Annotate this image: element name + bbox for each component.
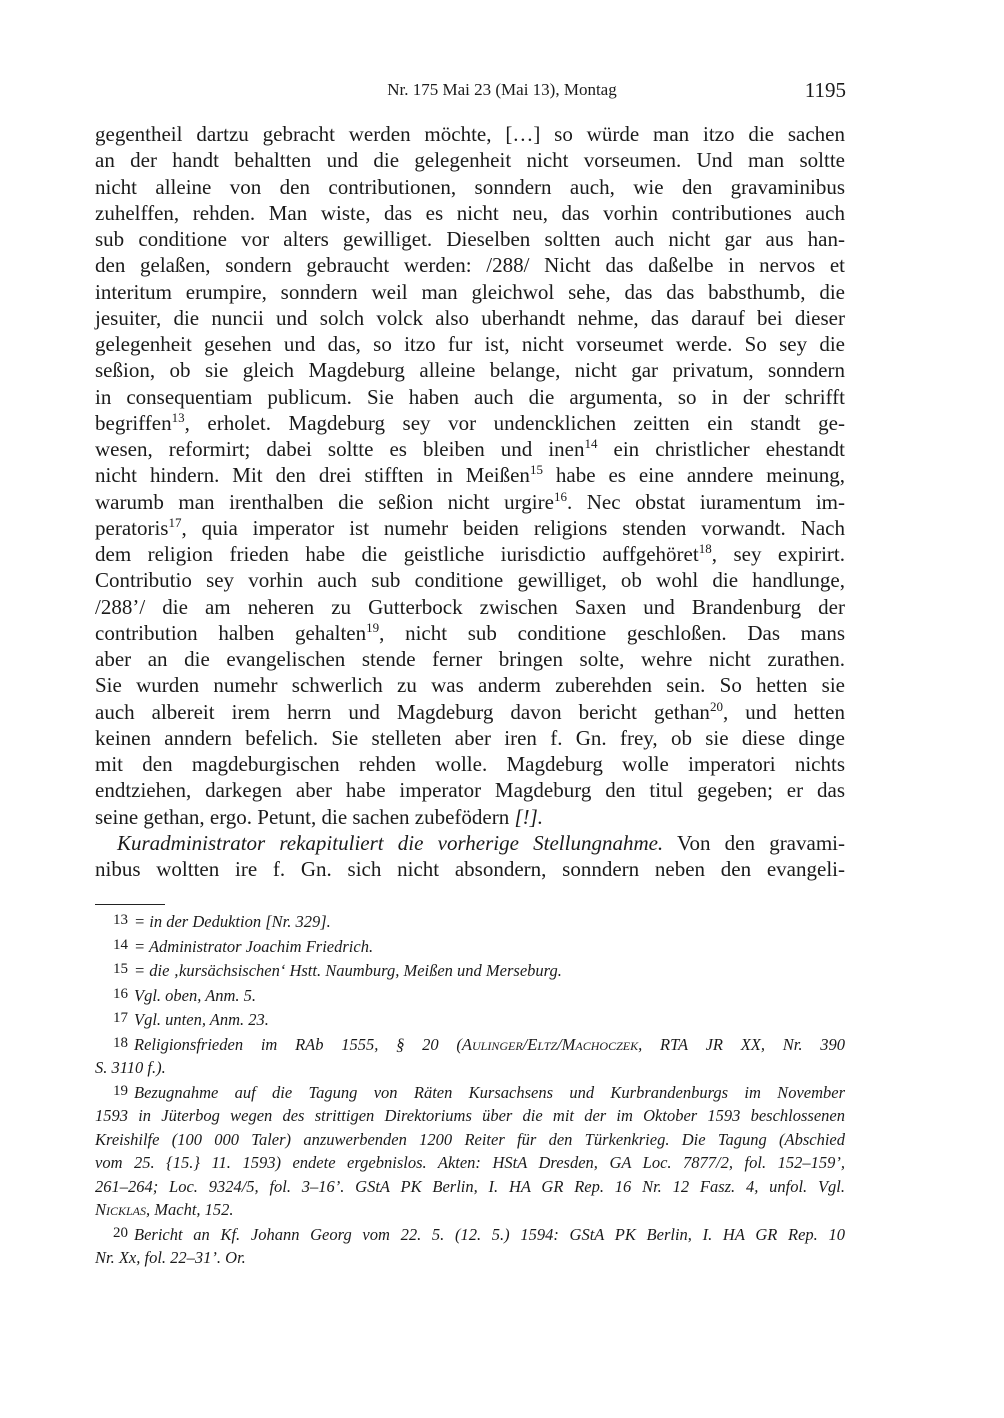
footnotes [95,909,845,1270]
text-line [95,646,845,672]
text-run: begriffen [95,410,172,435]
text-line [95,121,845,147]
page-number: 1195 [804,78,846,102]
text-run: = Administrator Joachim Friedrich. [134,936,374,956]
text-run: contribution halben gehalten [95,620,367,645]
text-run: wesen, reformirt; dabei soltte es bleiben und inen [95,437,585,461]
footnote [95,1080,845,1222]
text-run: , erholet. Magdeburg sey vor undencklichen zeitten ein standt ge- [184,410,845,435]
text-line [95,777,845,803]
footnote-line [95,1222,845,1247]
footnote-line [95,1056,845,1080]
text-run: , nicht sub conditione geschloßen. Das mans [379,620,846,645]
text-line [95,541,845,567]
text-run: , und hetten [722,699,846,724]
footnote-line [95,934,845,959]
text-run: , sey expirirt. [711,542,845,566]
text-line [95,567,845,593]
text-run: [!]. [514,804,544,829]
text-line [95,252,845,278]
text-run: ein christlicher ehestandt [597,437,846,461]
text-line [95,174,845,200]
text-line [95,462,845,488]
text-run: peratoris [95,515,169,540]
footnote-line [95,1007,845,1032]
footnote [95,958,845,983]
footnote [95,934,845,959]
text-run: 261–264; Loc. 9324/5, fol. 3–16’. GStA PK Berlin, I. HA GR Rep. 16 Nr. 12 Fasz. 4, unfol. Vgl. [95,1176,845,1196]
text-run: . Nec obstat iuramentum im- [566,489,845,514]
footnote-reference: 19 [366,619,380,635]
text-run: keinen anndern befelich. Sie stelleten aber iren f. Gn. frey, ob sie diese dinge [95,725,845,750]
text-run: nicht alleine von den contributionen, sonndern auch, wie den gravaminibus [95,174,845,199]
footnote-line [95,958,845,983]
text-run: , quia imperator ist numehr beiden religions stenden vorwandt. Nach [181,515,845,540]
text-run: Nr. Xx, fol. 22–31’. Or. [95,1248,246,1267]
text-line [95,515,845,541]
footnote-reference: 17 [168,514,182,530]
footnote-number: 13 [113,912,128,928]
text-run: den gelaßen, sondern gebraucht werden: /288/ Nicht das daßelbe in nervos et [95,253,845,278]
text-run: 1593 in Jüterbog wegen des strittigen Direktoriums über die mit der im Oktober 1593 beschlossenen [95,1106,845,1125]
text-run: Sie wurden numehr schwerlich zu was anderm zuberehden sein. So hetten sie [95,673,845,698]
footnote-line [95,1104,845,1128]
text-line [95,410,845,436]
footnote-number: 18 [113,1034,128,1051]
text-run: Kuradministrator rekapituliert die vorherige Stellungnahme. [117,830,664,855]
running-header: Nr. 175 Mai 23 (Mai 13), Montag [387,80,617,99]
text-run: interitum erumpire, sonndern weil man gleichwol sehe, das das babsthumb, die [95,279,845,304]
text-line [95,489,845,515]
footnote-line [95,983,845,1008]
footnote-reference: 18 [698,541,712,556]
text-line [95,751,845,777]
text-line [95,725,845,751]
footnote-line [95,1175,845,1199]
text-run: Von den gravami- [663,830,845,855]
footnote-reference: 15 [529,462,543,478]
text-run: = in der Deduktion [Nr. 329]. [134,912,331,931]
text-line [95,384,845,410]
text-run: zuhelffen, rehden. Man wiste, das es nicht neu, das vorhin contributiones auch [95,200,845,225]
text-line [95,594,845,620]
text-line [95,436,845,462]
text-run: jesuiter, die nuncii und solch volck also uberhandt nehme, das darauf bei dieser [95,305,845,330]
text-line [95,699,845,725]
footnote-number: 19 [113,1082,128,1099]
text-run: nicht hindern. Mit den drei stifften in Meißen [95,463,530,488]
text-run: /288’/ die am neheren zu Gutterbock zwischen Saxen und Brandenburg der [95,594,845,619]
text-run: auch albereit irem herrn und Magdeburg davon bericht gethan [95,699,710,724]
text-run: Kreishilfe (100 000 Taler) anzuwerbenden 1200 Reiter für den Türkenkrieg. Die Tagung (Abschied [95,1129,845,1149]
text-run: Contributio sey vorhin auch sub conditione gewilliget, ob wohl die handlunge, [95,568,845,593]
footnote-reference: 14 [584,436,598,451]
text-run: gelegenheit gesehen und das, so itzo fur ist, nicht vorseumet werde. So sey die [95,332,845,356]
text-run: RTA JR XX, Nr. 390 [642,1034,845,1054]
text-run: seine gethan, ergo. Petunt, die sachen zubefödern [95,804,515,829]
text-run: in consequentiam publicum. Sie haben auch die argumenta, so in der schrifft [95,384,845,409]
footnote [95,1222,845,1270]
text-run: Bericht an Kf. Johann Georg vom 22. 5. (12. 5.) 1594: GStA PK Berlin, I. HA GR Rep. 10 [134,1224,845,1244]
text-line [95,357,845,383]
text-run: mit den magdeburgischen rehden wolle. Magdeburg wolle imperatori nichts [95,752,845,776]
text-line [95,804,845,830]
footnote-number: 16 [113,985,128,1002]
footnote-reference: 16 [553,488,567,504]
footnote-reference: 20 [709,698,723,714]
footnote-line [95,1151,845,1175]
text-line [95,856,845,882]
footnote-line [95,909,845,934]
text-line [95,279,845,305]
footnote-number: 15 [113,961,128,977]
text-run: dem religion frieden habe die geistliche iurisdictio auffgehöret [95,542,699,566]
text-line [95,305,845,331]
text-line [95,672,845,698]
text-run: Aulinger/Eltz/Machoczek, [461,1034,643,1054]
body-text [95,121,845,882]
text-run: sub conditione vor alters gewilliget. Dieselben soltten auch nicht gar aus han- [95,227,845,251]
text-run: S. 3110 f.). [95,1058,166,1077]
text-run: Religionsfrieden im RAb 1555, § 20 ( [134,1034,462,1054]
text-line [95,226,845,252]
text-run: habe es eine anndere meinung, [542,463,845,488]
footnote-number: 14 [113,936,128,953]
text-run: Bezugnahme auf die Tagung von Räten Kursachsens und Kurbrandenburgs im November [134,1082,845,1102]
text-run: Macht, 152. [150,1200,234,1219]
text-line [95,331,845,357]
footnote [95,1007,845,1032]
text-run: gegentheil dartzu gebracht werden möchte, […] so würde man itzo die sachen [95,122,845,146]
text-run: nibus woltten ire f. Gn. sich nicht absondern, sonndern neben den evangeli- [95,857,845,881]
text-run: an der handt behaltten und die gelegenheit nicht vorseumen. Und man soltte [95,148,845,173]
text-run: Vgl. unten, Anm. 23. [134,1010,269,1029]
footnote-divider [95,904,165,905]
footnote-line [95,1246,845,1270]
text-run: Nicklas, [95,1200,151,1219]
text-run: warumb man irenthalben die seßion nicht urgire [95,489,554,514]
text-run: aber an die evangelischen stende ferner bringen solte, wehre nicht zurathen. [95,647,845,671]
text-line [95,147,845,173]
footnote-line [95,1128,845,1152]
text-run: = die ‚kursächsischen‘ Hstt. Naumburg, Meißen und Merseburg. [134,961,562,980]
text-run: endtziehen, darkegen aber habe imperator Magdeburg den titul gegeben; er das [95,778,845,803]
footnote-line [95,1198,845,1222]
text-line [95,830,845,856]
footnote [95,983,845,1008]
footnote-number: 17 [113,1010,128,1026]
footnote-line [95,1080,845,1105]
footnote [95,909,845,934]
text-line [95,200,845,226]
footnote-reference: 13 [171,409,185,425]
footnote-line [95,1032,845,1057]
text-run: Vgl. oben, Anm. 5. [134,985,257,1005]
text-line [95,620,845,646]
footnote-number: 20 [113,1224,128,1241]
text-run: seßion, ob sie gleich Magdeburg alleine belange, nicht gar privatum, sonndern [95,358,845,383]
text-run: vom 25. {15.} 11. 1593) endete ergebnislos. Akten: HStA Dresden, GA Loc. 7877/2, fol. 152–159’, [95,1153,845,1172]
footnote [95,1032,845,1080]
